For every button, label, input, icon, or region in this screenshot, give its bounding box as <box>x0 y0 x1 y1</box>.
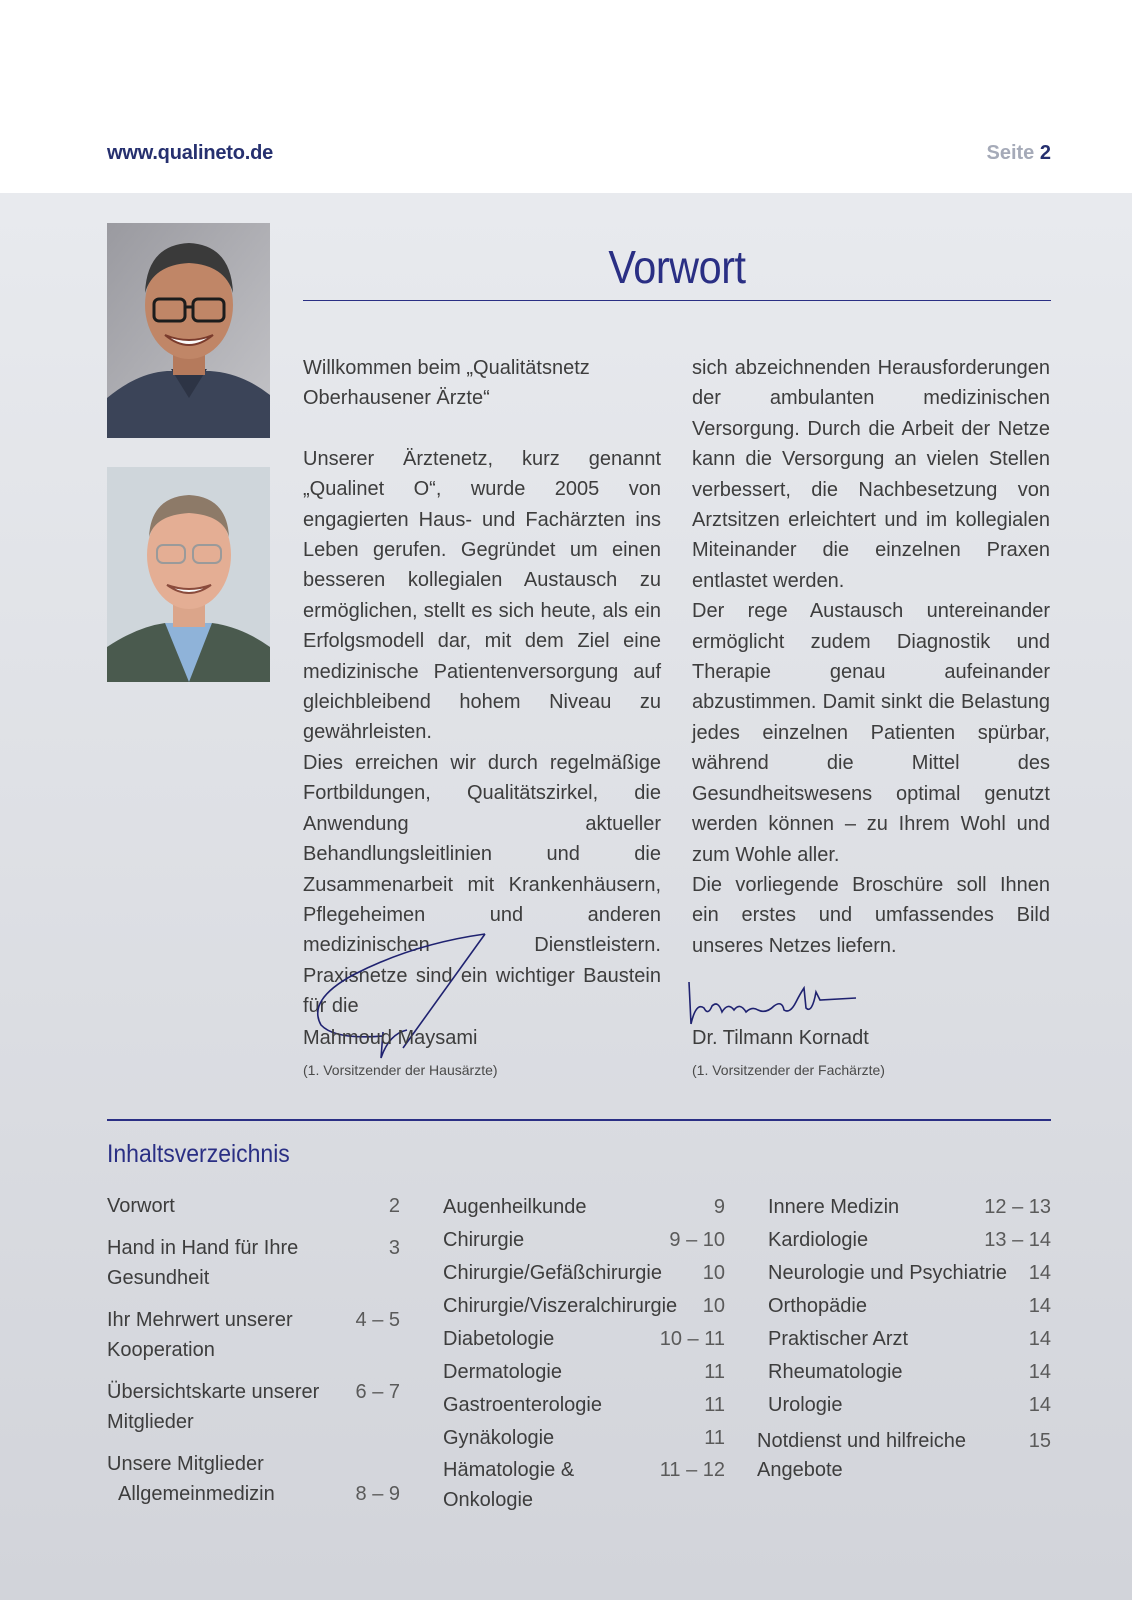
toc-item[interactable]: Chirurgie/Viszeralchirurgie 10 <box>443 1295 725 1317</box>
paragraph: Dies erreichen wir durch regelmäßige Fortbildungen, Qualitätszirkel, die Anwendung aktueller Behandlungsleitlinien und die Zusammenarbeit mit Krankenhäusern, Pflegeheimen und anderen medizinischen Dienstleistern. Praxisnetze sind ein wichtiger Baustein für die <box>303 751 661 1018</box>
toc-item[interactable]: Hämatologie & Onkologie 11 – 12 <box>443 1459 725 1511</box>
toc-item[interactable]: Diabetologie 10 – 11 <box>443 1328 725 1350</box>
toc-item[interactable]: Ihr Mehrwert unserer Kooperation 4 – 5 <box>107 1309 400 1361</box>
signer-role-2: (1. Vorsitzender der Fachärzte) <box>692 1062 885 1078</box>
toc-column-3 <box>757 1191 1051 1485</box>
toc-item[interactable]: Gynäkologie 11 <box>443 1427 725 1449</box>
signer-name-1: Mahmoud Maysami <box>303 1027 478 1049</box>
portrait-photo-2 <box>107 467 270 682</box>
signer-role-1: (1. Vorsitzender der Hausärzte) <box>303 1062 498 1078</box>
title-divider <box>303 300 1051 301</box>
page-number <box>987 142 1052 165</box>
toc-item[interactable]: Unsere Mitglieder <box>107 1453 264 1475</box>
toc-item[interactable]: Praktischer Arzt 14 <box>768 1328 1051 1350</box>
website-url[interactable]: www.qualineto.de <box>107 142 274 164</box>
paragraph: sich abzeichnenden Herausforderungen der ambulanten medizinischen Versorgung. Durch die Arbeit der Netze kann die Versorgung an vielen Stellen verbessert, die Nachbesetzung von Arztsitzen erleichtert und im kollegialen Miteinander die einzelnen Praxen entlastet werden. <box>692 357 1050 592</box>
toc-column-2 <box>443 1191 725 1515</box>
toc-item[interactable]: Innere Medizin 12 – 13 <box>768 1196 1051 1218</box>
toc-item[interactable]: Notdienst und hilfreiche Angebote 15 <box>757 1430 1051 1481</box>
paragraph: Unserer Ärztenetz, kurz genannt „Qualinet O“, wurde 2005 von engagierten Haus- und Fachärzten ins Leben gerufen. Gegründet um einen besseren kollegialen Austausch zu ermöglichen, stellt es sich heute, als ein Erfolgsmodell dar, mit dem Ziel eine medizinische Patientenversorgung auf gleichbleibend hohem Niveau zu gewährleisten. <box>303 447 661 744</box>
toc-item[interactable]: Orthopädie 14 <box>768 1295 1051 1317</box>
page-title: Vorwort <box>608 241 746 293</box>
page-header <box>0 0 1132 193</box>
greeting: Willkommen beim „Qualitätsnetz Oberhausener Ärzte“ <box>303 357 590 410</box>
toc-item[interactable]: Urologie 14 <box>768 1394 1051 1416</box>
toc-item[interactable]: Rheumatologie 14 <box>768 1361 1051 1383</box>
paragraph: Der rege Austausch untereinander ermöglicht zudem Diagnostik und Therapie genau aufeinander abzustimmen. Damit sinkt die Belastung jedes einzelnen Patienten spürbar, während die Mittel des Gesundheitswesens optimal genutzt werden können – zu Ihrem Wohl und zum Wohle aller. <box>692 600 1050 866</box>
toc-item[interactable]: Hand in Hand für Ihre Gesundheit 3 <box>107 1237 400 1289</box>
toc-column-1 <box>107 1191 400 1521</box>
toc-item[interactable]: Übersichtskarte unserer Mitglieder 6 – 7 <box>107 1381 400 1433</box>
text-column-1 <box>303 353 661 1022</box>
portrait-photo-1 <box>107 223 270 438</box>
toc-item[interactable]: Gastroenterologie 11 <box>443 1394 725 1416</box>
toc-item[interactable]: Augenheilkunde 9 <box>443 1196 725 1218</box>
toc-item[interactable]: Chirurgie 9 – 10 <box>443 1229 725 1251</box>
toc-item[interactable]: Allgemeinmedizin 8 – 9 <box>118 1483 400 1505</box>
page-number-value: 2 <box>1039 142 1051 164</box>
toc-title: Inhaltsverzeichnis <box>107 1140 290 1168</box>
toc-divider <box>107 1119 1051 1121</box>
toc-item[interactable]: Kardiologie 13 – 14 <box>768 1229 1051 1251</box>
signer-name-2: Dr. Tilmann Kornadt <box>692 1027 869 1049</box>
toc-item[interactable]: Vorwort 2 <box>107 1195 400 1217</box>
toc-item[interactable]: Dermatologie 11 <box>443 1361 725 1383</box>
toc-item[interactable]: Chirurgie/Gefäßchirurgie 10 <box>443 1262 725 1284</box>
page-label: Seite <box>986 142 1035 164</box>
signature-drawing-2 <box>686 980 876 1030</box>
paragraph: Die vorliegende Broschüre soll Ihnen ein erstes und umfassendes Bild unseres Netzes liefern. <box>692 873 1050 957</box>
text-column-2 <box>692 353 1050 961</box>
toc-item[interactable]: Neurologie und Psychiatrie 14 <box>768 1262 1051 1284</box>
